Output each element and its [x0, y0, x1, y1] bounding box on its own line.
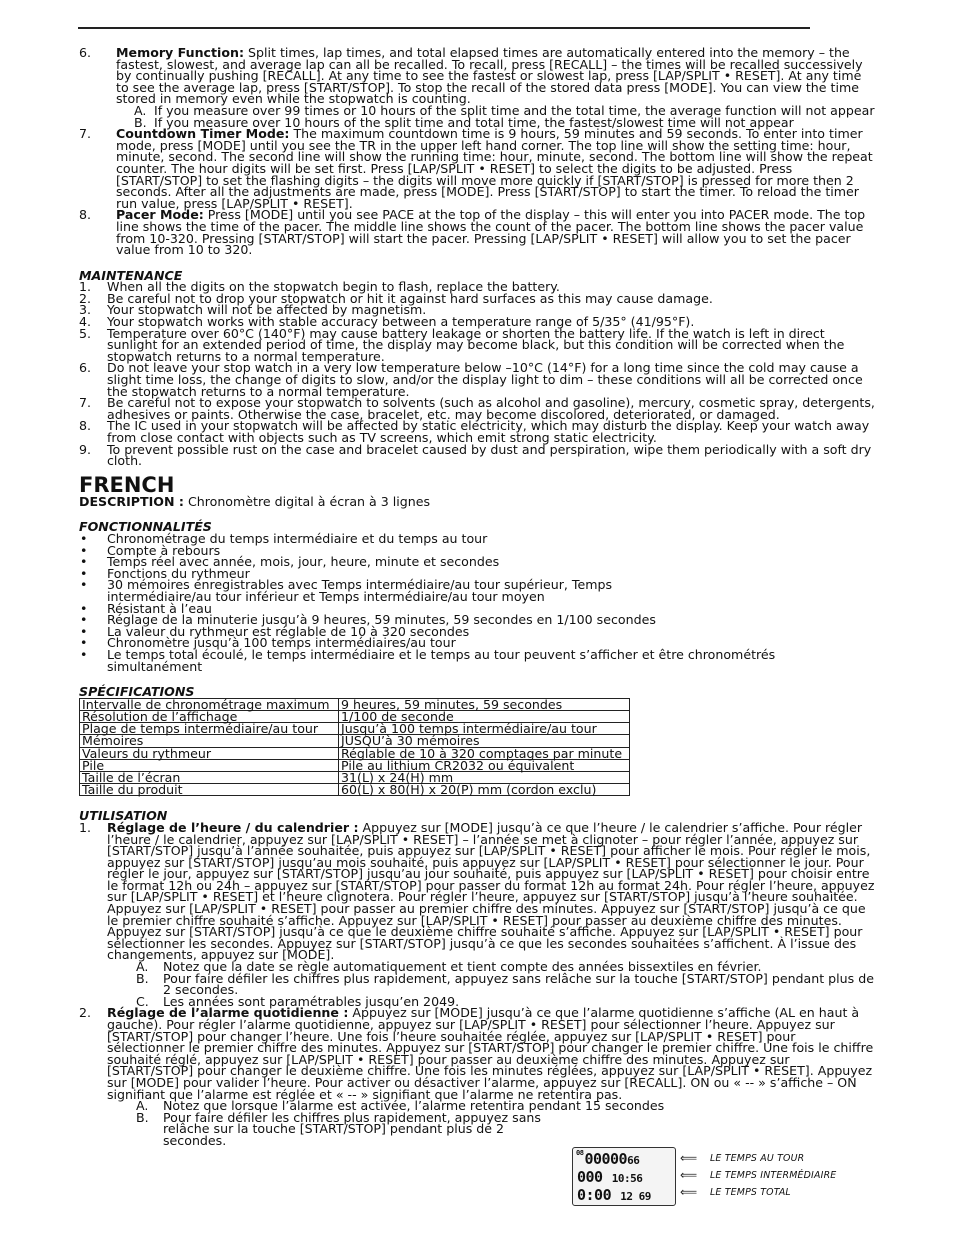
feature-text: Fonctions du rythmeur	[107, 565, 250, 581]
item-text: When all the digits on the stopwatch begin to flash, replace the battery.	[107, 279, 560, 295]
note-text: Les années sont paramétrables jusqu’en 2049.	[163, 993, 460, 1009]
item-text: Do not leave your stop watch in a very low temperature below –10°C (14°F) for a long time since the cold may cause a slight time loss, the change of digits to slow, and/or the display light to dim – these conditions will all be corrected once the stopwatch returns to a normal temperature.	[107, 360, 863, 399]
arrow-left-icon: ⟸	[680, 1151, 698, 1165]
note-letter: C.	[136, 993, 149, 1009]
spec-value: Pile au lithium CR2032 ou équivalent	[339, 759, 630, 771]
spec-label: Taille du produit	[80, 784, 339, 796]
maintenance-item	[79, 325, 876, 364]
item-number: 6.	[79, 45, 92, 60]
maintenance-item	[79, 420, 876, 443]
item-text: The maximum countdown time is 9 hours, 59 minutes and 59 seconds. To enter into timer mode, press [MODE] until you see the TR in the upper left hand corner. The top line will show the setting time: hour, minute, second. The second line will show the running time: hour, minute, second. The bottom line will show the repeat counter. The hour digits will be set first. Press [LAP/SPLIT • RESET] to select the digits to be adjusted. Press [START/STOP] to set the flashing digits – the digits will move more quickly if [START/STOP] is pressed for more then 2 seconds. After all the adjustments are made, press [MODE]. Press [START/STOP] to start the timer. To reload the timer run value, press [LAP/SPLIT • RESET].	[116, 126, 873, 211]
bullet-icon: •	[80, 600, 88, 616]
arrow-left-icon: ⟸	[680, 1168, 698, 1182]
spec-label: Pile	[80, 759, 339, 771]
spec-label: Valeurs du rythmeur	[80, 747, 339, 759]
lcd-row-split	[576, 1167, 642, 1186]
item-text: Be careful not to expose your stopwatch to solvents (such as alcohol and gasoline), mercury, cosmetic spray, detergents, adhesives or paints. Otherwise the case, bracelet, etc. may become discolored, deteriorated, or damaged.	[107, 395, 875, 422]
item-title: Réglage de l’heure / du calendrier :	[107, 819, 359, 835]
item-number: 7.	[79, 126, 92, 142]
maintenance-item	[79, 397, 876, 420]
lcd-tail-digits: 12 69	[620, 1190, 651, 1203]
table-row	[80, 784, 630, 796]
item-text: Your stopwatch will not be affected by magnetism.	[107, 302, 427, 318]
split-time-label: LE TEMPS INTERMÉDIAIRE	[710, 1170, 837, 1181]
item-number: 8.	[79, 207, 92, 223]
note-text: Notez que lorsque l’alarme est activée, l’alarme retentira pendant 15 secondes	[163, 1098, 665, 1114]
item-text: Split times, lap times, and total elapsed times are automatically entered into the memory – the fastest, slowest, and average lap can all be recalled. To recall, press [RECALL] – the times will be recalled successively by continually pushing [RECALL]. At any time to see the fastest or slowest lap, press [LAP/SPLIT • RESET]. At any time to see the average lap, press [START/STOP]. To stop the recall of the stored data press [MODE]. You can view the time stored in memory even while the stopwatch is counting.	[116, 45, 863, 107]
lcd-main-digits: 0:00	[577, 1186, 612, 1204]
item-text: Appuyez sur [MODE] jusqu’à ce que l’heure / le calendrier s’affiche. Pour régler l’heure / le calendrier, appuyez sur [LAP/SPLIT • RESET] – l’année se met à clignoter – pour régler l’année, appuyez sur [START/STOP] jusqu’à l’année souhaitée, puis appuyez sur [LAP/SPLIT • RESET] pour afficher le mois. Pour régler le mois, appuyez sur [START/STOP] jusqu’au mois souhaité, puis appuyez sur [LAP/SPLIT • RESET] pour sélectionner le jour. Pour régler le jour, appuyez sur [START/STOP] jusqu’au jour souhaité, puis appuyez sur [LAP/SPLIT • RESET] pour choisir entre le format 12h ou 24h – appuyez sur [START/STOP] pour passer du format 12h au format 24h. Pour régler l’heure, appuyez sur [LAP/SPLIT • RESET] et l’heure clignotera. Pour régler l’heure, appuyez sur [START/STOP] jusqu’à l’heure souhaitée. Appuyez sur [LAP/SPLIT • RESET] pour passer au premier chiffre des minutes. Appuyez sur [START/STOP] jusqu’à ce que le premier chiffre souhaité s’affiche. Appuyez sur [LAP/SPLIT • RESET] pour passer au deuxième chiffre des minutes. Appuyez sur [START/STOP] jusqu’à ce que le deuxième chiffre souhaité s’affiche. Appuyez sur [LAP/SPLIT • RESET] pour sélectionner les secondes. Appuyez sur [START/STOP] jusqu’à ce que les secondes souhaitées s’affichent. À l’issue des changements, appuyez sur [MODE].	[107, 819, 875, 963]
bullet-icon: •	[80, 623, 88, 639]
feature-text: Temps réel avec année, mois, jour, heure, minute et secondes	[107, 554, 500, 570]
note-text: Pour faire défiler les chiffres plus rapidement, appuyez sans relâche sur la touche [START/STOP] pendant plus de 2 secondes.	[163, 970, 874, 998]
lcd-main-digits: 000	[577, 1168, 603, 1186]
memory-function-item	[79, 47, 876, 105]
bullet-icon: •	[80, 612, 88, 628]
specs-heading: SPÉCIFICATIONS	[79, 684, 195, 700]
arrow-left-icon: ⟸	[680, 1185, 698, 1199]
description-label: DESCRIPTION :	[79, 493, 184, 509]
item-number: 2.	[79, 290, 92, 306]
item-number: 4.	[79, 314, 92, 330]
feature-item	[79, 579, 707, 602]
note-letter: A.	[136, 1098, 149, 1114]
spec-value: JUSQU’à 30 mémoires	[339, 735, 630, 747]
spec-value: 1/100 de seconde	[339, 710, 630, 722]
feature-text: Chronométrage du temps intermédiaire et du temps au tour	[107, 530, 488, 546]
spec-value: 60(L) x 80(H) x 20(P) mm (cordon exclu)	[339, 784, 630, 796]
spec-label: Résolution de l’affichage	[80, 710, 339, 722]
item-text: Press [MODE] until you see PACE at the top of the display – this will enter you into PACER mode. The top line shows the time of the pacer. The middle line shows the count of the pacer. The bottom line shows the pacer value from 10-320. Pressing [START/STOP] will start the pacer. Pressing [LAP/SPLIT • RESET] will allow you to set the pacer value from 10 to 320.	[116, 207, 866, 258]
note-text: If you measure over 99 times or 10 hours of the split time and the total time, the average function will not appear	[154, 102, 875, 118]
feature-text: La valeur du rythmeur est réglable de 10 à 320 secondes	[107, 623, 470, 639]
item-number: 3.	[79, 302, 92, 318]
note-letter: B.	[136, 1109, 149, 1125]
feature-text: Compte à rebours	[107, 542, 221, 558]
item-title: Memory Function:	[116, 45, 245, 60]
item-number: 8.	[79, 418, 92, 434]
lcd-tail-digits: 66	[627, 1154, 640, 1167]
bullet-icon: •	[80, 646, 88, 662]
item-text: The IC used in your stopwatch will be affected by static electricity, which may disturb the display. Keep your watch away from close contact with objects such as TV screens, which emit strong static electricity.	[107, 418, 870, 445]
bullet-icon: •	[80, 554, 88, 570]
note-text: Pour faire défiler les chiffres plus rapidement, appuyez sans relâche sur la touche [START/STOP] pendant plus de 2 secondes.	[163, 1109, 541, 1148]
specs-table	[79, 698, 630, 797]
item-text: Appuyez sur [MODE] jusqu’à ce que l’alarme quotidienne s’affiche (AL en haut à gauche). Pour régler l’alarme quotidienne, appuyez sur [LAP/SPLIT • RESET] pour sélectionner l’heure. Appuyez sur [START/STOP] pour changer l’heure. Une fois l’heure souhaitée réglée, appuyez sur [LAP/SPLIT • RESET] pour sélectionner le premier chiffre des minutes. Appuyez sur [START/STOP] pour changer le premier chiffre. Une fois le chiffre souhaité réglé, appuyez sur [LAP/SPLIT • RESET] pour passer au deuxième chiffre des minutes. Appuyez sur [START/STOP] pour changer le deuxième chiffre. Une fois les minutes réglées, appuyez sur [LAP/SPLIT • RESET]. Appuyez sur [MODE] pour valider l’heure. Pour activer ou désactiver l’alarme, appuyez sur [RECALL]. ON ou « -- » s’affiche – ON signifiant que l’alarme est réglée et « -- » signifiant que l’alarme ne retentira pas.	[107, 1005, 874, 1102]
item-number: 1.	[79, 819, 92, 835]
note-letter: A.	[134, 102, 147, 118]
bullet-icon: •	[80, 530, 88, 546]
time-calendar-setting-item	[79, 819, 876, 963]
item-text: Temperature over 60°C (140°F) may cause battery leakage or shorten the battery life. If the watch is left in direct sunlight for an extended period of time, the display may become black, but this condition will be corrected when the stopwatch returns to a normal temperature.	[107, 325, 845, 364]
item-text: Be careful not to drop your stopwatch or hit it against hard surfaces as this may cause damage.	[107, 290, 713, 306]
usage-heading: UTILISATION	[79, 808, 168, 824]
note-letter: B.	[136, 970, 149, 986]
feature-text: Chronomètre jusqu’à 100 temps intermédiaires/au tour	[107, 635, 456, 651]
feature-text: Réglage de la minuterie jusqu’à 9 heures, 59 minutes, 59 secondes en 1/100 secondes	[107, 612, 656, 628]
spec-value: 9 heures, 59 minutes, 59 secondes	[339, 698, 630, 710]
daily-alarm-setting-item	[79, 1007, 876, 1100]
pacer-mode-item	[79, 207, 876, 258]
spec-label: Intervalle de chronométrage maximum	[80, 698, 339, 710]
french-section-title: FRENCH	[79, 472, 175, 497]
feature-text: Le temps total écoulé, le temps intermédiaire et le temps au tour peuvent s’afficher et être chronométrés simultanément	[107, 646, 776, 674]
maintenance-item	[79, 441, 876, 469]
lcd-main-digits: 00000	[584, 1150, 628, 1168]
countdown-timer-item	[79, 128, 876, 209]
usage1-note-b	[79, 970, 876, 998]
spec-value: Réglable de 10 à 320 comptages par minute	[339, 747, 630, 759]
lcd-tail-digits: 10:56	[611, 1172, 643, 1185]
note-text: If you measure over 10 hours of the split time and total time, the fastest/slowest time will not appear	[154, 114, 794, 130]
lcd-small-digits: 08	[576, 1149, 584, 1157]
top-rule	[78, 27, 810, 29]
item-title: Réglage de l’alarme quotidienne :	[107, 1005, 349, 1021]
note-letter: A.	[136, 959, 149, 975]
stopwatch-display-figure	[572, 1147, 852, 1207]
bullet-icon: •	[80, 565, 88, 581]
note-text: Notez que la date se règle automatiquement et tient compte des années bissextiles en février.	[163, 959, 762, 975]
maintenance-heading: MAINTENANCE	[79, 267, 183, 283]
lcd-row-total	[576, 1185, 651, 1204]
feature-item	[79, 646, 777, 674]
lcd-display	[572, 1147, 676, 1206]
item-title: Countdown Timer Mode:	[116, 126, 290, 142]
bullet-icon: •	[80, 577, 88, 593]
feature-text: 30 mémoires enregistrables avec Temps intermédiaire/au tour supérieur, Temps intermédiaire/au tour inférieur et Temps intermédiaire/au tour moyen	[107, 577, 613, 604]
item-number: 1.	[79, 279, 92, 295]
lap-time-label: LE TEMPS AU TOUR	[710, 1153, 805, 1164]
item-title: Pacer Mode:	[116, 207, 204, 223]
spec-label: Taille de l’écran	[80, 771, 339, 783]
page-content	[79, 47, 876, 1147]
usage2-note-b	[79, 1109, 548, 1148]
description-text: Chronomètre digital à écran à 3 lignes	[183, 493, 431, 509]
features-heading: FONCTIONNALITÉS	[79, 519, 212, 535]
maintenance-item	[79, 362, 876, 397]
spec-value: Jusqu’à 100 temps intermédiaire/au tour	[339, 723, 630, 735]
lcd-row-lap	[576, 1149, 639, 1168]
spec-label: Mémoires	[80, 735, 339, 747]
feature-text: Résistant à l’eau	[107, 600, 212, 616]
total-time-label: LE TEMPS TOTAL	[710, 1187, 791, 1198]
bullet-icon: •	[80, 635, 88, 651]
spec-label: Plage de temps intermédiaire/au tour	[80, 723, 339, 735]
bullet-icon: •	[80, 542, 88, 558]
item-number: 2.	[79, 1005, 92, 1021]
item-number: 9.	[79, 441, 92, 457]
note-letter: B.	[134, 114, 147, 130]
spec-value: 31(L) x 24(H) mm	[339, 771, 630, 783]
item-number: 5.	[79, 325, 92, 341]
french-description	[79, 493, 876, 509]
item-text: Your stopwatch works with stable accuracy between a temperature range of 5/35° (41/95°F).	[107, 314, 695, 330]
item-number: 7.	[79, 395, 92, 411]
item-text: To prevent possible rust on the case and bracelet caused by dust and perspiration, wipe them periodically with a soft dry cloth.	[107, 441, 872, 469]
item-number: 6.	[79, 360, 92, 376]
